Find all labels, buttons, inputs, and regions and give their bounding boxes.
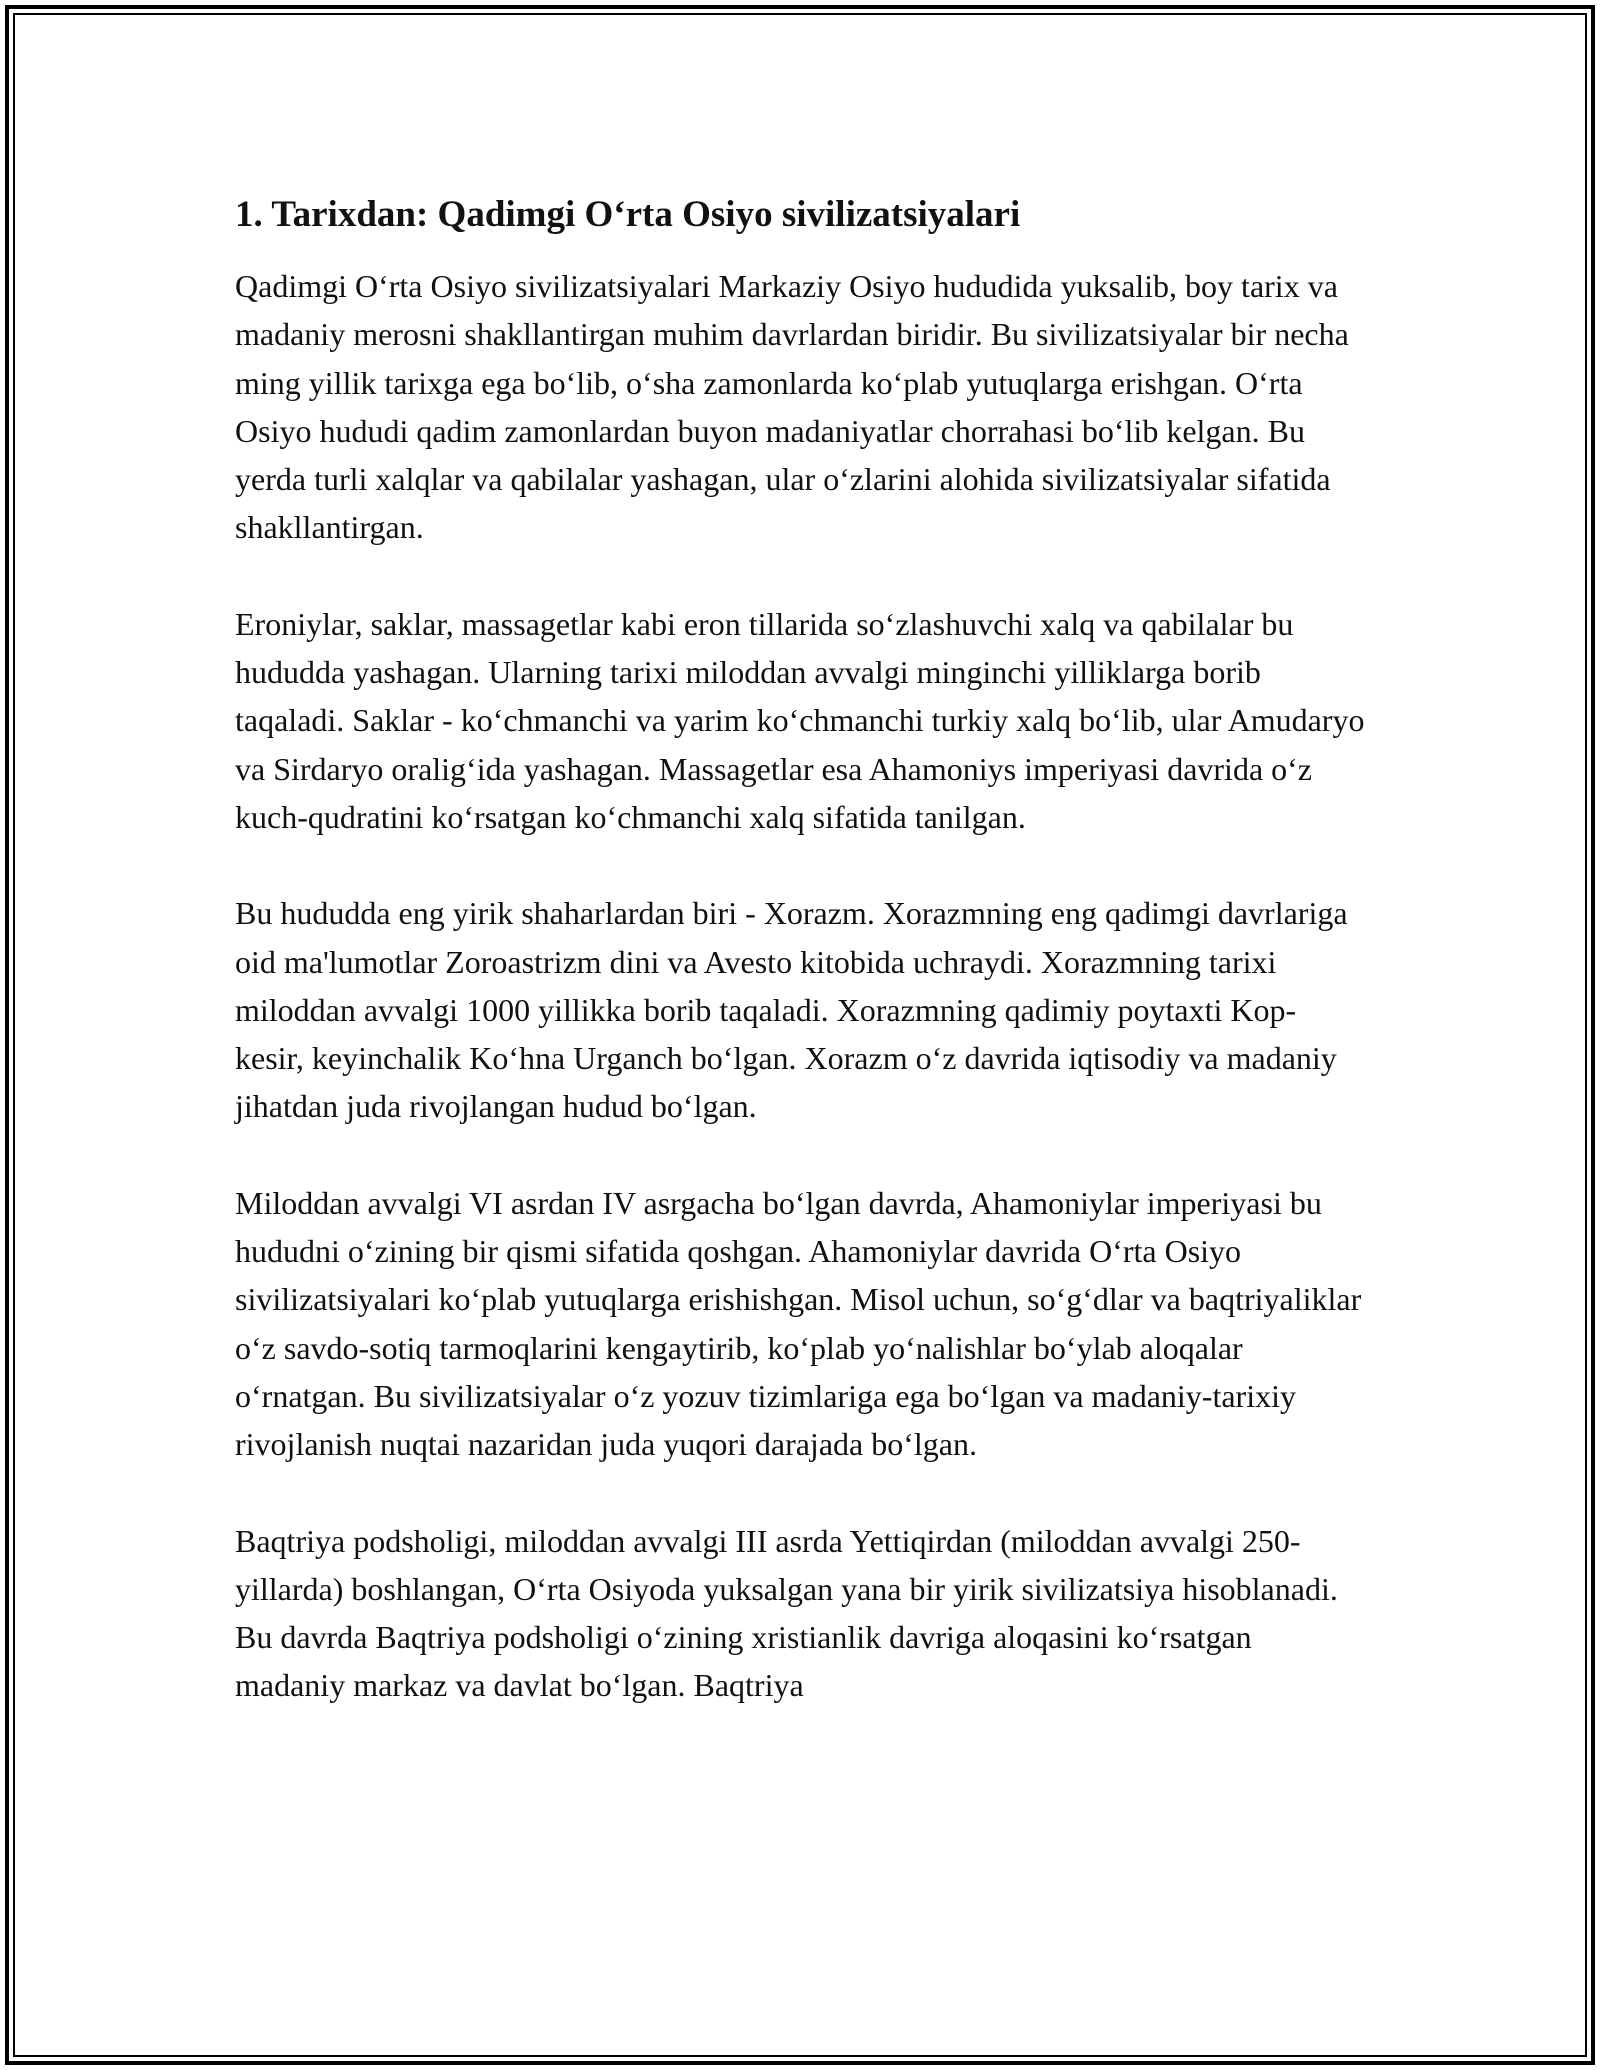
paragraph-4: Miloddan avvalgi VI asrdan IV asrgacha bo‘lgan davrda, Ahamoniylar imperiyasi bu hududni o‘zining bir qismi sifatida qoshgan. Ahamoniylar davrida O‘rta Osiyo sivilizatsiyalari ko‘plab yutuqlarga erishishgan. Misol uchun, so‘g‘dlar va baqtriyaliklar o‘z savdo-sotiq tarmoqlarini kengaytirib, ko‘plab yo‘nalishlar bo‘ylab aloqalar o‘rnatgan. Bu sivilizatsiyalar o‘z yozuv tizimlariga ega bo‘lgan va madaniy-tarixiy rivojlanish nuqtai nazaridan juda yuqori darajada bo‘lgan. [235,1184,1362,1463]
page-title: 1. Tarixdan: Qadimgi O‘rta Osiyo sivilizatsiyalari [235,194,1021,235]
paragraph-3: Bu hududda eng yirik shaharlardan biri - Xorazm. Xorazmning eng qadimgi davrlariga oid ma'lumotlar Zoroastrizm dini va Avesto kitobida uchraydi. Xorazmning tarixi miloddan avvalgi 1000 yillikka borib taqaladi. Xorazmning qadimiy poytaxti Kop-kesir, keyinchalik Ko‘hna Urganch bo‘lgan. Xorazm o‘z davrida iqtisodiy va madaniy jihatdan juda rivojlangan hudud bo‘lgan. [235,895,1348,1125]
paragraph-5: Baqtriya podsholigi, miloddan avvalgi III asrda Yettiqirdan (miloddan avvalgi 250-yillarda) boshlangan, O‘rta Osiyoda yuksalgan yana bir yirik sivilizatsiya hisoblanadi. Bu davrda Baqtriya podsholigi o‘zining xristianlik davriga aloqasini ko‘rsatgan madaniy markaz va davlat bo‘lgan. Baqtriya [235,1522,1338,1704]
paragraph-2: Eroniylar, saklar, massagetlar kabi eron tillarida so‘zlashuvchi xalq va qabilalar bu hududda yashagan. Ularning tarixi miloddan avvalgi minginchi yilliklarga borib taqaladi. Saklar - ko‘chmanchi va yarim ko‘chmanchi turkiy xalq bo‘lib, ular Amudaryo va Sirdaryo oralig‘ida yashagan. Massagetlar esa Ahamoniys imperiyasi davrida o‘z kuch-qudratini ko‘rsatgan ko‘chmanchi xalq sifatida tanilgan. [235,605,1365,835]
paragraph-1: Qadimgi O‘rta Osiyo sivilizatsiyalari Markaziy Osiyo hududida yuksalib, boy tarix va madaniy merosni shakllantirgan muhim davrlardan biridir. Bu sivilizatsiyalar bir necha ming yillik tarixga ega bo‘lib, o‘sha zamonlarda ko‘plab yutuqlarga erishgan. O‘rta Osiyo hududi qadim zamonlardan buyon madaniyatlar chorrahasi bo‘lib kelgan. Bu yerda turli xalqlar va qabilalar yashagan, ular o‘zlarini alohida sivilizatsiyalar sifatida shakllantirgan. [235,268,1349,546]
document-body [235,190,1365,1710]
